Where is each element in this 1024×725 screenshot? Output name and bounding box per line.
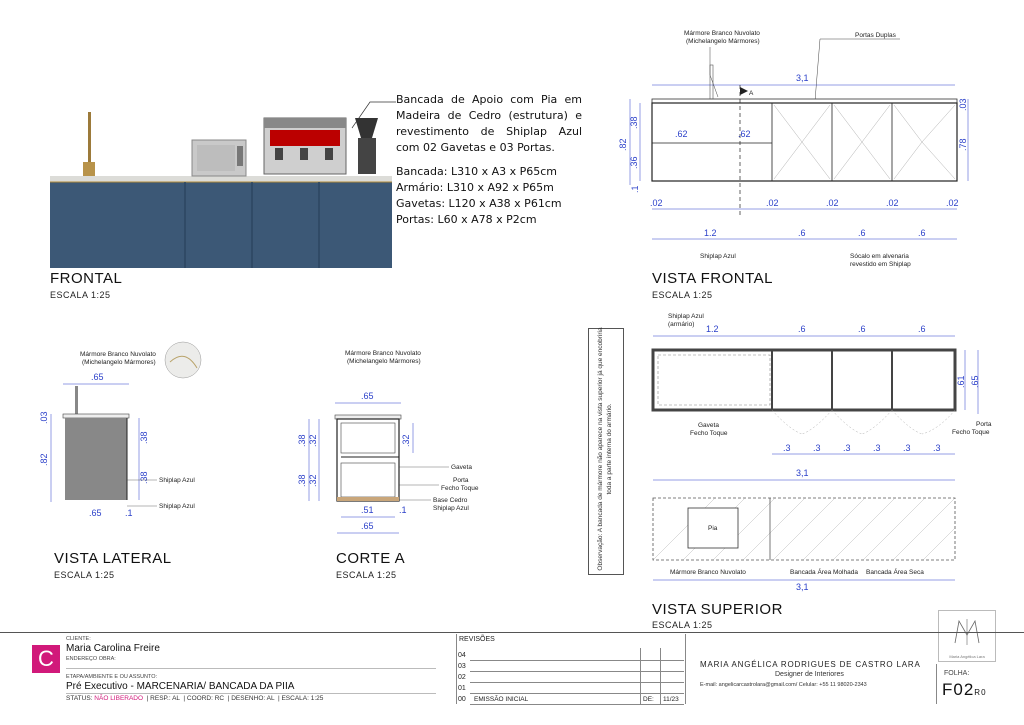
- vista-frontal-title: VISTA FRONTAL: [652, 270, 773, 287]
- vs-pia: Pia: [708, 525, 718, 532]
- vs-d6-2: .6: [858, 324, 866, 334]
- vista-superior-title: VISTA SUPERIOR: [652, 601, 783, 618]
- mark-caption: Maria Angélica Lara: [949, 654, 985, 659]
- vf-d82: .82: [618, 138, 628, 151]
- vf-d12: 1.2: [704, 228, 717, 238]
- vs-fecho: Fecho Toque: [690, 430, 728, 437]
- ca-marble2: (Michelangelo Mármores): [347, 358, 421, 365]
- ca-d38a: .38: [297, 434, 307, 447]
- bench-description-title: Bancada de Apoio com Pia em Madeira de Cedro (estrutura) e revestimento de Shiplap Azul com 02 Gavetas e 03 Portas.: [396, 93, 582, 154]
- vf-ship-label: Shiplap Azul: [700, 253, 736, 260]
- ca-d32a: .32: [308, 434, 318, 447]
- vs-m1: Mármore Branco Nuvolato: [670, 569, 746, 576]
- vf-d62a: .62: [675, 129, 688, 139]
- vs-d6-3: .6: [918, 324, 926, 334]
- vf-d03: .03: [958, 98, 968, 111]
- vista-frontal-scale: ESCALA 1:25: [652, 290, 713, 300]
- vl-ship1: Shiplap Azul: [159, 477, 195, 484]
- frontal-render-svg: [50, 100, 392, 270]
- vf-d38a: .38: [629, 116, 639, 129]
- countertop: [50, 176, 392, 182]
- ca-cabinet: [337, 419, 399, 501]
- vf-d62b: .62: [738, 129, 751, 139]
- vs-ship: Shiplap Azul: [668, 313, 704, 320]
- vs-porta: Porta: [976, 421, 992, 428]
- endereco-label: ENDEREÇO OBRA:: [66, 656, 116, 662]
- vf-total-dim: 3,1: [796, 73, 809, 83]
- vista-superior-scale: ESCALA 1:25: [652, 620, 713, 630]
- vl-d82: .82: [39, 453, 49, 466]
- ca-d51: .51: [361, 505, 374, 515]
- vl-ship2: Shiplap Azul: [159, 503, 195, 510]
- vs-m2: Bancada Área Molhada: [790, 569, 858, 576]
- vf-marble-label2: (Michelangelo Mármores): [686, 38, 760, 45]
- vf-d6-3: .6: [918, 228, 926, 238]
- vs-d3-4: .3: [873, 443, 881, 453]
- vs-cabinet: [653, 350, 955, 410]
- ca-porta: Porta: [453, 477, 469, 484]
- vs-fecho2: Fecho Toque: [952, 429, 990, 436]
- status-row: STATUS: NÃO LIBERADO | RESP.: AL | COORD: RC | DESENHO: AL | ESCALA: 1:25: [66, 695, 324, 702]
- designer-name: MARIA ANGÉLICA RODRIGUES DE CASTRO LARA: [700, 660, 921, 669]
- vs-total2: 3,1: [796, 582, 809, 592]
- status-value: NÃO LIBERADO: [94, 695, 144, 702]
- vs-d3-2: .3: [813, 443, 821, 453]
- vf-cabinet: [652, 103, 957, 181]
- vf-d38b: .36: [629, 156, 639, 169]
- vs-d3-3: .3: [843, 443, 851, 453]
- designer-role: Designer de Interiores: [775, 671, 844, 678]
- ca-gaveta: Gaveta: [451, 464, 472, 471]
- vl-marble2: (Michelangelo Mármores): [82, 359, 156, 366]
- vs-d65: .65: [970, 375, 980, 388]
- vs-total: 3,1: [796, 468, 809, 478]
- frontal-render: [50, 100, 392, 270]
- vista-lateral-scale: ESCALA 1:25: [54, 570, 115, 580]
- vs-m3: Bancada Área Seca: [866, 569, 924, 576]
- vista-lateral-drawing: [35, 338, 215, 518]
- resp: RESP.: AL: [150, 695, 180, 702]
- ca-d65b: .65: [361, 521, 374, 531]
- vf-d02-1: .02: [650, 198, 663, 208]
- obs-note: Observação: A bancada de mármore não aparece na vista superior já que encobriria toda a parte interna do armário.: [597, 327, 613, 571]
- ca-ship: Shiplap Azul: [433, 505, 469, 512]
- ca-d1: .1: [399, 505, 407, 515]
- frontal-scale: ESCALA 1:25: [50, 290, 111, 300]
- vl-d38b: .38: [139, 471, 149, 484]
- vf-d6-1: .6: [798, 228, 806, 238]
- spec-portas: Portas: L60 x A78 x P2cm: [396, 213, 537, 226]
- vf-d02-2: .02: [766, 198, 779, 208]
- ca-d38b: .38: [297, 474, 307, 487]
- vf-socalo2: revestido em Shiplap: [850, 261, 911, 268]
- client-logo-letter: C: [38, 646, 54, 671]
- vl-d65b: .65: [89, 508, 102, 518]
- vl-d1: .1: [125, 508, 133, 518]
- rev-03: 03: [458, 663, 466, 670]
- vs-d6-1: .6: [798, 324, 806, 334]
- vs-gaveta: Gaveta: [698, 422, 719, 429]
- folha-value: [942, 680, 987, 700]
- cliente-label: CLIENTE:: [66, 636, 91, 642]
- revisions-title: REVISÕES: [459, 636, 495, 643]
- ca-d32c: .32: [401, 434, 411, 447]
- vs-armario: (armário): [668, 321, 695, 328]
- corte-a-drawing: [295, 345, 485, 545]
- rev-00: 00: [458, 696, 466, 703]
- ca-d65: .65: [361, 391, 374, 401]
- client-logo: [32, 645, 60, 673]
- coord: COORD: RC: [186, 695, 225, 702]
- ca-base: Base Cedro: [433, 497, 468, 504]
- spec-gavetas: Gavetas: L120 x A38 x P61cm: [396, 197, 562, 210]
- folha-label: FOLHA:: [944, 670, 970, 677]
- vf-socalo: Sócalo em alvenaria: [850, 253, 909, 260]
- cabinet-body: [50, 180, 392, 268]
- emissao: EMISSÃO INICIAL: [474, 696, 529, 703]
- etapa-label: ETAPA/AMBIENTE E OU ASSUNTO:: [66, 674, 158, 680]
- escala: ESCALA: 1:25: [281, 695, 324, 702]
- vista-lateral-title: VISTA LATERAL: [54, 550, 172, 567]
- frontal-title: FRONTAL: [50, 270, 123, 287]
- folha-sub: R0: [974, 688, 987, 697]
- vl-cabinet: [65, 418, 127, 500]
- vf-d01: .1: [630, 185, 640, 193]
- bench-description: [396, 92, 582, 228]
- folha-number: F02: [942, 680, 975, 699]
- vf-d02-3: .02: [826, 198, 839, 208]
- vf-d02-4: .02: [886, 198, 899, 208]
- ca-fecho: Fecho Toque: [441, 485, 479, 492]
- ca-d32b: .32: [308, 474, 318, 487]
- desenho: DESENHO: AL: [231, 695, 275, 702]
- ca-marble: Mármore Branco Nuvolato: [345, 350, 421, 357]
- vs-d61: .61: [956, 375, 966, 388]
- status-label: STATUS:: [66, 695, 93, 702]
- vl-d65: .65: [91, 372, 104, 382]
- vista-frontal-drawing: [600, 25, 1010, 270]
- vf-doors-label: Portas Duplas: [855, 32, 896, 39]
- vista-superior-drawing: [620, 310, 1010, 605]
- vf-section-a: A: [749, 90, 754, 97]
- note-leader: [350, 100, 400, 130]
- vs-d3-1: .3: [783, 443, 791, 453]
- rev-04: 04: [458, 652, 466, 659]
- spec-bancada: Bancada: L310 x A3 x P65cm: [396, 165, 558, 178]
- vs-d3-5: .3: [903, 443, 911, 453]
- vf-d78: .78: [958, 138, 968, 151]
- vs-d12: 1.2: [706, 324, 719, 334]
- vf-d6-2: .6: [858, 228, 866, 238]
- emission-date: 11/23: [663, 696, 679, 703]
- etapa-value: Pré Executivo - MARCENARIA/ BANCADA DA PIIA: [66, 681, 295, 692]
- rev-02: 02: [458, 674, 466, 681]
- marble-swatch: [165, 342, 201, 378]
- vl-marble: Mármore Branco Nuvolato: [80, 351, 156, 358]
- rev-01: 01: [458, 685, 466, 692]
- designer-contact: E-mail: angelicarcastrolara@gmail.com/ Celular: +55 11 98020-2343: [700, 682, 867, 688]
- vl-d03: .03: [39, 411, 49, 424]
- de-label: DE:: [643, 696, 654, 703]
- corte-a-title: CORTE A: [336, 550, 406, 567]
- vf-marble-label: Mármore Branco Nuvolato: [684, 30, 760, 37]
- vl-d38a: .38: [139, 431, 149, 444]
- spec-armario: Armário: L310 x A92 x P65m: [396, 181, 554, 194]
- vs-d3-6: .3: [933, 443, 941, 453]
- cliente-value: Maria Carolina Freire: [66, 643, 160, 654]
- vf-d02-5: .02: [946, 198, 959, 208]
- corte-a-scale: ESCALA 1:25: [336, 570, 397, 580]
